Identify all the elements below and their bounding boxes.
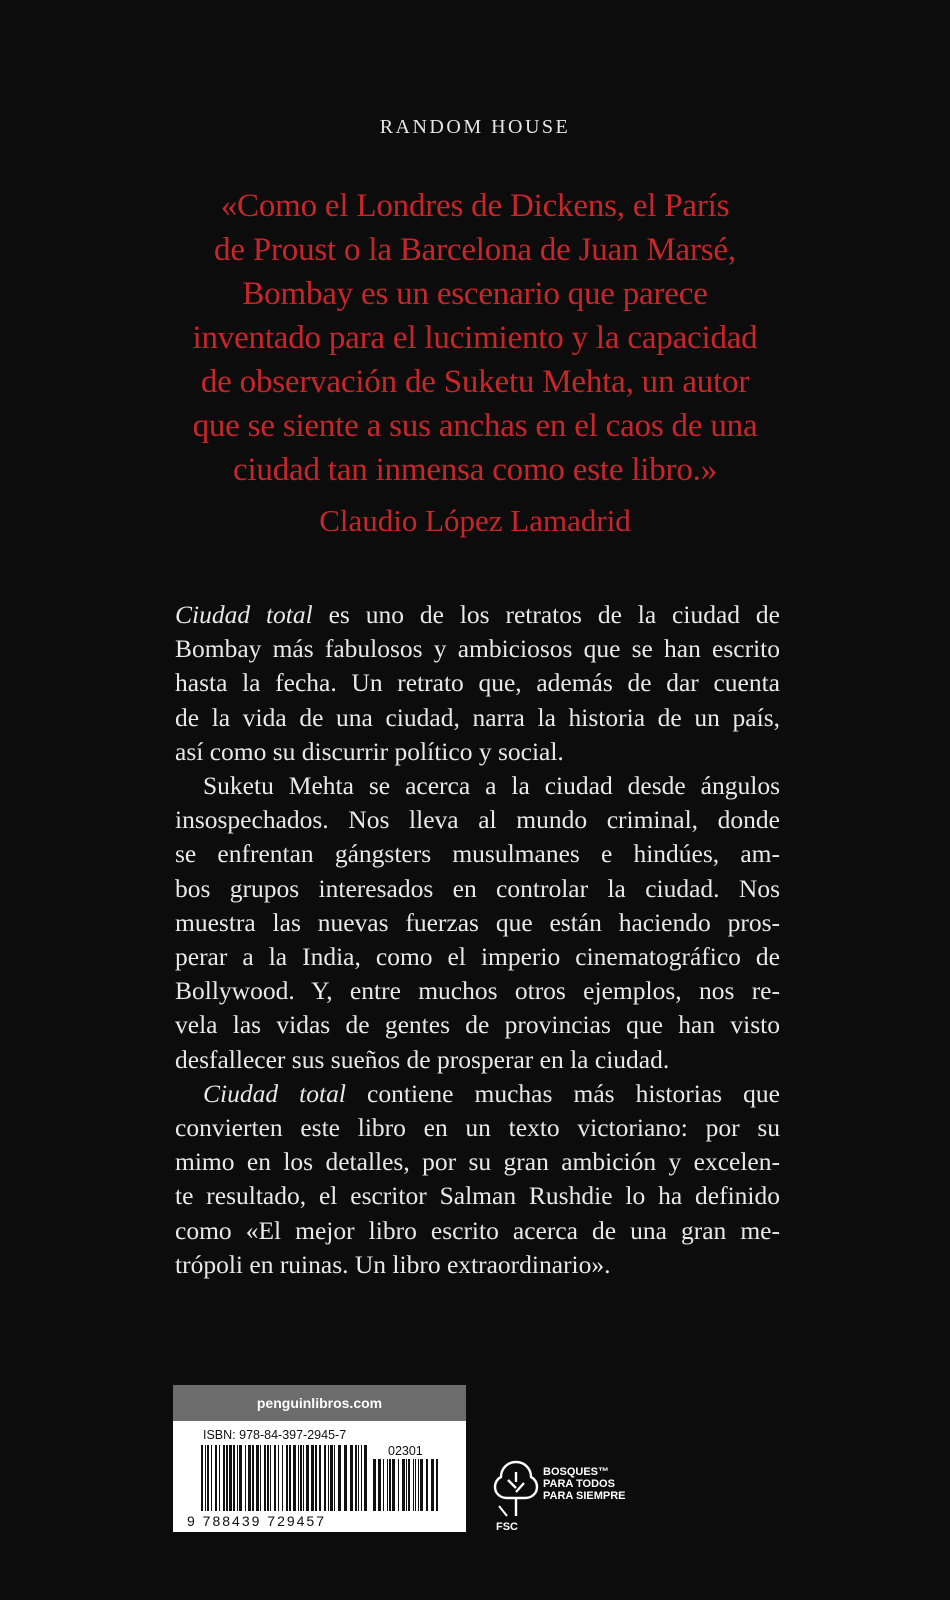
text-line: hasta la fecha. Un retrato que, además de dar cuenta	[175, 668, 780, 698]
barcode-icon	[201, 1445, 371, 1515]
barcode-addon-number: 02301	[388, 1444, 423, 1458]
text-line	[175, 598, 780, 632]
isbn-text: ISBN: 978-84-397-2945-7	[203, 1428, 347, 1442]
text-line: de la vida de una ciudad, narra la historia de un país,	[175, 702, 780, 732]
fsc-label: FSC	[496, 1521, 518, 1533]
fsc-slogan-line: PARA TODOS	[543, 1478, 615, 1490]
book-title: Ciudad total	[203, 1078, 346, 1108]
text-fragment: es uno de los retratos de la ciudad de	[312, 600, 780, 629]
publisher-website: penguinlibros.com	[173, 1385, 466, 1421]
synopsis-paragraph-1	[175, 598, 780, 769]
quote-author: Claudio López Lamadrid	[319, 503, 631, 538]
barcode-addon-icon	[373, 1459, 445, 1515]
text-line: muestra las nuevas fuerzas que están haciendo pros-	[175, 907, 780, 937]
quote-line: de observación de Suketu Mehta, un autor	[200, 364, 750, 400]
text-line: perar a la India, como el imperio cinematográfico de	[175, 942, 780, 972]
fsc-slogan	[543, 1466, 626, 1502]
text-line: Bombay más fabulosos y ambiciosos que se han escrito	[175, 634, 780, 664]
publisher-name: RANDOM HOUSE	[379, 116, 571, 138]
synopsis-paragraph-2	[175, 769, 780, 1077]
fsc-slogan-line: BOSQUES™	[543, 1466, 610, 1478]
text-line	[175, 1077, 780, 1111]
text-line: te resultado, el escritor Salman Rushdie lo ha definido	[175, 1181, 780, 1211]
text-line: así como su discurrir político y social.	[175, 736, 564, 766]
text-line: trópoli en ruinas. Un libro extraordinario».	[175, 1249, 611, 1279]
text-fragment: contiene muchas más historias que	[345, 1078, 780, 1108]
text-line: Bollywood. Y, entre muchos otros ejemplos, nos re-	[175, 976, 780, 1006]
text-line: bos grupos interesados en controlar la ciudad. Nos	[175, 873, 780, 903]
text-line: convierten este libro en un texto victoriano: por su	[175, 1113, 780, 1143]
barcode-panel	[173, 1385, 466, 1532]
quote-line: ciudad tan inmensa como este libro.»	[233, 452, 717, 488]
text-line: insospechados. Nos lleva al mundo criminal, donde	[175, 805, 780, 835]
text-line: desfallecer sus sueños de prosperar en la ciudad.	[175, 1044, 670, 1074]
quote-line: que se siente a sus anchas en el caos de una	[192, 408, 758, 444]
fsc-tree-icon	[493, 1458, 539, 1520]
quote-line: «Como el Londres de Dickens, el París	[220, 188, 730, 224]
synopsis-paragraph-3	[175, 1077, 780, 1282]
book-title: Ciudad total	[175, 600, 313, 629]
text-line: Suketu Mehta se acerca a la ciudad desde ángulos	[203, 771, 780, 801]
quote-line: inventado para el lucimiento y la capacidad	[192, 320, 758, 356]
barcode-digits: 9 788439 729457	[187, 1513, 326, 1529]
text-line: mimo en los detalles, por su gran ambición y excelen-	[175, 1147, 780, 1177]
text-line: se enfrentan gángsters musulmanes e hindúes, am-	[175, 839, 780, 869]
blurb-quote	[150, 184, 800, 492]
quote-line: Bombay es un escenario que parece	[242, 276, 708, 312]
fsc-slogan-line: PARA SIEMPRE	[543, 1490, 626, 1502]
synopsis	[175, 598, 780, 1282]
quote-line: de Proust o la Barcelona de Juan Marsé,	[214, 232, 736, 268]
text-line: vela las vidas de gentes de provincias que han visto	[175, 1010, 780, 1040]
text-line: como «El mejor libro escrito acerca de una gran me-	[175, 1215, 780, 1245]
